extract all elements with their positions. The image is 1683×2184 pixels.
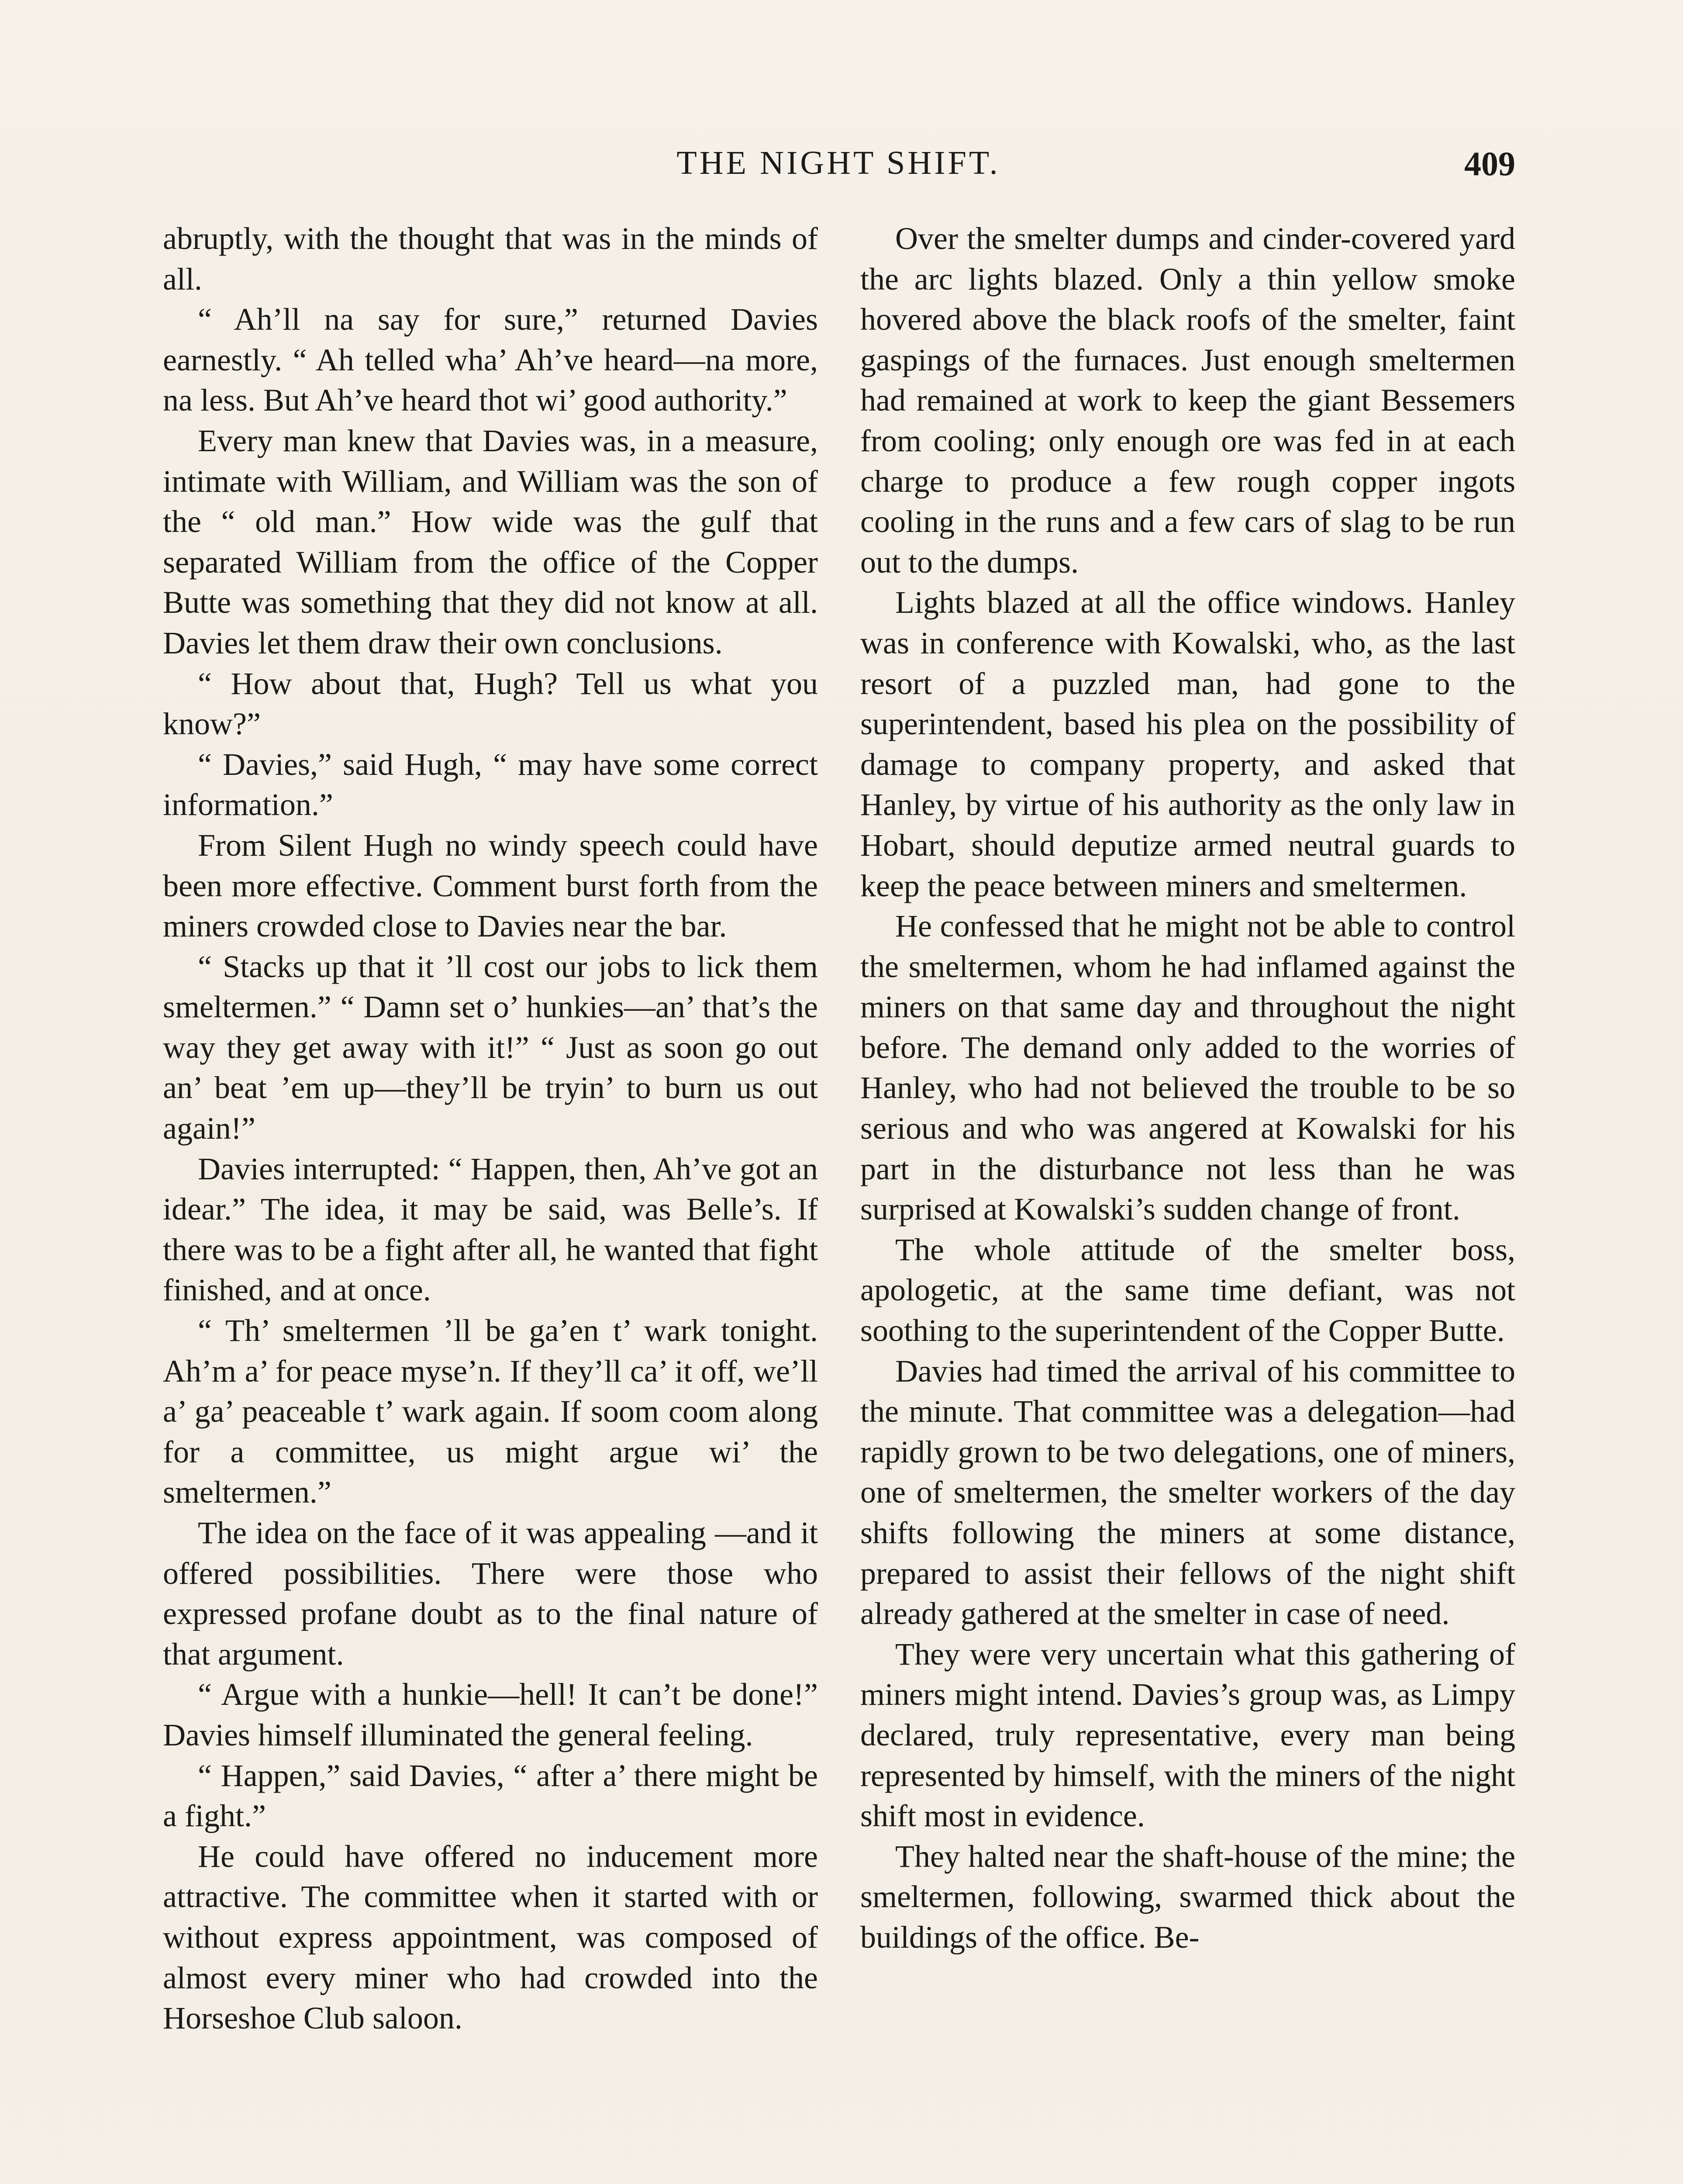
right-column — [860, 218, 1515, 2184]
paragraph: He could have offered no inducement more attractive. The committee when it started with or without express appointment, was composed of almost every miner who had crowded into the Horseshoe Club saloon. — [163, 1838, 818, 2036]
paragraph: From Silent Hugh no windy speech could have been more effective. Comment burst forth from the miners crowded close to Davies near the bar. — [163, 827, 818, 944]
paragraph: The idea on the face of it was appealing —and it offered possibilities. There were those who expressed profane doubt as to the final nature of that argument. — [163, 1515, 818, 1672]
running-head — [162, 135, 1515, 188]
paragraph: Over the smelter dumps and cinder-covered yard the arc lights blazed. Only a thin yellow smoke hovered above the black roofs of the smelter, faint gaspings of the furnaces. Just enough smeltermen had remained at work to keep the giant Bessemers from cooling; only enough ore was fed in at each charge to produce a few rough copper ingots cooling in the runs and a few cars of slag to be run out to the dumps. — [860, 221, 1515, 580]
paragraph: They were very uncertain what this gathering of miners might intend. Davies’s group was, as Limpy declared, truly representative, every man being represented by himself, with the miners of the night shift most in evidence. — [860, 1636, 1515, 1834]
paragraph: “ How about that, Hugh? Tell us what you know?” — [163, 666, 818, 742]
paragraph: Davies had timed the arrival of his committee to the minute. That committee was a delegation—had rapidly grown to be two delegations, one of miners, one of smeltermen, the smelter workers of the day shifts following the miners at some distance, prepared to assist their fellows of the night shift already gathered at the smelter in case of need. — [860, 1353, 1515, 1631]
paragraph: He confessed that he might not be able to control the smeltermen, whom he had inflamed against the miners on that same day and throughout the night before. The demand only added to the worries of Hanley, who had not believed the trouble to be so serious and who was angered at Kowalski for his part in the disturbance not less than he was surprised at Kowalski’s sudden change of front. — [860, 909, 1515, 1227]
paragraph: “ Davies,” said Hugh, “ may have some correct information.” — [163, 746, 818, 822]
paragraph: abruptly, with the thought that was in the minds of all. — [163, 221, 818, 297]
paragraph: “ Happen,” said Davies, “ after a’ there might be a fight.” — [163, 1758, 818, 1834]
page-number: 409 — [1464, 145, 1515, 183]
paragraph: Every man knew that Davies was, in a measure, intimate with William, and William was the son of the “ old man.” How wide was the gulf that separated William from the office of the Copper Butte was something that they did not know at all. Davies let them draw their own conclusions. — [163, 423, 818, 660]
paragraph: “ Argue with a hunkie—hell! It can’t be done!” Davies himself illuminated the general feeling. — [163, 1677, 818, 1752]
left-column — [163, 218, 818, 2184]
chapter-title: THE NIGHT SHIFT. — [676, 145, 1000, 181]
paragraph: “ Stacks up that it ’ll cost our jobs to lick them smeltermen.” “ Damn set o’ hunkies—an’ that’s the way they get away with it!” “ Just as soon go out an’ beat ’em up—they’ll be tryin’ to burn us out again!” — [163, 949, 818, 1146]
paragraph: Lights blazed at all the office windows. Hanley was in conference with Kowalski, who, as the last resort of a puzzled man, had gone to the superintendent, based his plea on the possibility of damage to company property, and asked that Hanley, by virtue of his authority as the only law in Hobart, should deputize armed neutral guards to keep the peace between miners and smeltermen. — [860, 585, 1515, 903]
paragraph: Davies interrupted: “ Happen, then, Ah’ve got an idear.” The idea, it may be said, was Belle’s. If there was to be a fight after all, he wanted that fight finished, and at once. — [163, 1151, 818, 1308]
paragraph: “ Th’ smeltermen ’ll be ga’en t’ wark tonight. Ah’m a’ for peace myse’n. If they’ll ca’ it off, we’ll a’ ga’ peaceable t’ wark again. If soom coom along for a committee, us might argue wi’ the smeltermen.” — [163, 1313, 818, 1510]
paragraph: They halted near the shaft-house of the mine; the smeltermen, following, swarmed thick about the buildings of the office. Be- — [860, 1838, 1515, 1955]
paragraph: “ Ah’ll na say for sure,” returned Davies earnestly. “ Ah telled wha’ Ah’ve heard—na more, na less. But Ah’ve heard thot wi’ good authority.” — [163, 302, 818, 418]
paragraph: The whole attitude of the smelter boss, apologetic, at the same time defiant, was not soothing to the superintendent of the Copper Butte. — [860, 1232, 1515, 1348]
